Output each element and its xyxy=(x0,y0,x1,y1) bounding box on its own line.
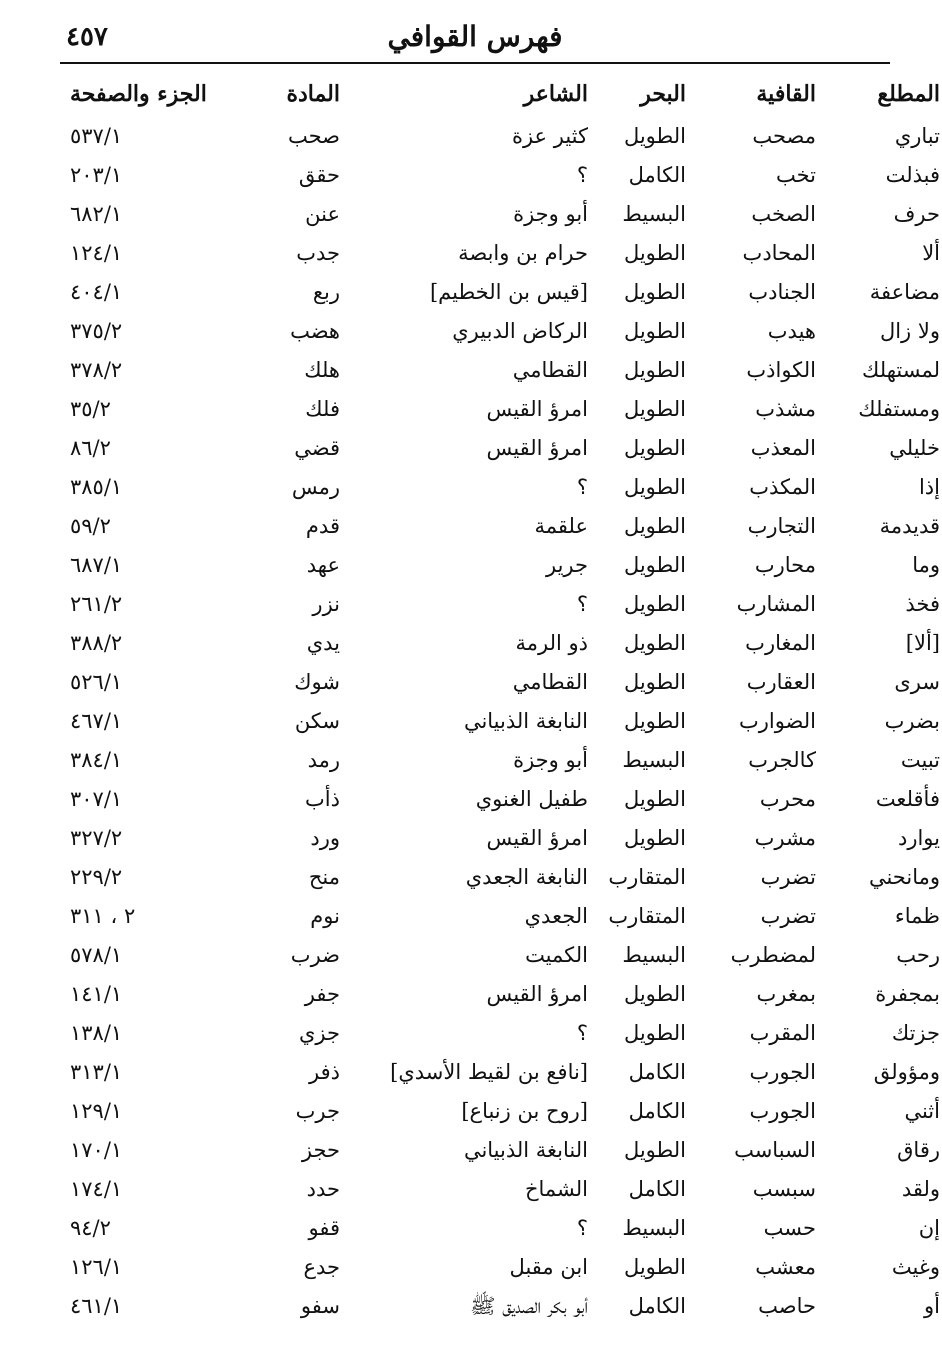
cell-bahr: الكامل xyxy=(628,1293,686,1318)
cell-qafiya: المقرب xyxy=(749,1020,816,1045)
cell-qafiya: تضرب xyxy=(760,864,816,889)
cell-qafiya: هيدب xyxy=(767,318,816,343)
cell-matla: ظماء xyxy=(894,903,940,928)
cell-bahr: الطويل xyxy=(623,786,686,811)
page-title: فهرس القوافي xyxy=(387,20,563,53)
cell-juz: ٣٨٤/١ xyxy=(70,747,123,772)
cell-bahr: الطويل xyxy=(623,474,686,499)
cell-qafiya: التجارب xyxy=(747,513,816,538)
cell-shaer: علقمة xyxy=(534,513,588,538)
cell-shaer: ؟ xyxy=(576,591,588,616)
table-row xyxy=(60,311,940,350)
cell-juz: ٣٢٧/٢ xyxy=(70,825,123,850)
cell-bahr: البسيط xyxy=(622,201,686,226)
cell-bahr: الطويل xyxy=(623,591,686,616)
table-row xyxy=(60,272,940,311)
cell-matla: جزتك xyxy=(891,1020,940,1045)
cell-juz: ٣٨٥/١ xyxy=(70,474,123,499)
cell-matla: أو xyxy=(924,1293,940,1318)
cell-madda: حقق xyxy=(298,162,340,187)
cell-madda: قدم xyxy=(305,513,340,538)
cell-juz: ١٧٤/١ xyxy=(70,1176,123,1201)
cell-matla: ومستفلك xyxy=(858,396,940,421)
cell-bahr: الكامل xyxy=(628,1176,686,1201)
cell-bahr: الطويل xyxy=(623,669,686,694)
cell-matla: سرى xyxy=(894,669,940,694)
cell-bahr: الكامل xyxy=(628,1059,686,1084)
cell-bahr: البسيط xyxy=(622,942,686,967)
cell-bahr: البسيط xyxy=(622,1215,686,1240)
table-body xyxy=(60,116,940,1325)
cell-shaer: حرام بن وابصة xyxy=(458,240,588,265)
cell-shaer: أبو بكر الصديق ﷺ xyxy=(470,1293,588,1318)
cell-juz: ١٧٠/١ xyxy=(70,1137,123,1162)
cell-madda: جفر xyxy=(304,981,340,1006)
column-header-juz: الجزء والصفحة xyxy=(70,81,207,107)
cell-matla: حرف xyxy=(893,201,940,226)
cell-qafiya: المعذب xyxy=(750,435,816,460)
table-row xyxy=(60,389,940,428)
table-header-row xyxy=(60,72,940,116)
cell-shaer: ابن مقبل xyxy=(509,1254,588,1279)
cell-qafiya: المكذب xyxy=(749,474,816,499)
cell-madda: قضي xyxy=(294,435,340,460)
cell-bahr: الكامل xyxy=(628,1098,686,1123)
cell-qafiya: المحادب xyxy=(742,240,816,265)
table-row xyxy=(60,350,940,389)
page-header xyxy=(60,16,890,64)
table-row xyxy=(60,740,940,779)
cell-matla: بمجفرة xyxy=(875,981,940,1006)
cell-qafiya: تضرب xyxy=(760,903,816,928)
table-row xyxy=(60,194,940,233)
cell-bahr: الطويل xyxy=(623,630,686,655)
cell-juz: ٣٧٨/٢ xyxy=(70,357,123,382)
cell-madda: منح xyxy=(308,864,340,889)
cell-bahr: الطويل xyxy=(623,1137,686,1162)
cell-juz: ٤٠٤/١ xyxy=(70,279,123,304)
table-row xyxy=(60,974,940,1013)
cell-juz: ٣١٣/١ xyxy=(70,1059,123,1084)
cell-qafiya: تخب xyxy=(775,162,816,187)
table-row xyxy=(60,467,940,506)
cell-juz: ٢٠٣/١ xyxy=(70,162,123,187)
cell-bahr: الطويل xyxy=(623,396,686,421)
table-row xyxy=(60,1247,940,1286)
cell-qafiya: المغارب xyxy=(745,630,816,655)
cell-qafiya: السباسب xyxy=(734,1137,816,1162)
cell-juz: ٥٣٧/١ xyxy=(70,123,123,148)
cell-qafiya: المشارب xyxy=(736,591,816,616)
cell-madda: جزي xyxy=(298,1020,340,1045)
cell-qafiya: الصخب xyxy=(751,201,816,226)
cell-qafiya: الكواذب xyxy=(746,357,816,382)
cell-juz: ١٢٤/١ xyxy=(70,240,123,265)
cell-shaer: أبو وجزة xyxy=(513,201,588,226)
cell-bahr: البسيط xyxy=(622,747,686,772)
cell-madda: نزر xyxy=(312,591,340,616)
cell-juz: ٥٩/٢ xyxy=(70,513,111,538)
cell-bahr: الطويل xyxy=(623,708,686,733)
cell-matla: فأقلعت xyxy=(875,786,940,811)
cell-qafiya: محارب xyxy=(754,552,816,577)
cell-matla: رقاق xyxy=(897,1137,940,1162)
table-row xyxy=(60,779,940,818)
cell-matla: وما xyxy=(912,552,940,577)
page-number: ٤٥٧ xyxy=(66,22,108,52)
cell-matla: ولقد xyxy=(901,1176,940,1201)
cell-shaer: النابغة الذبياني xyxy=(463,1137,588,1162)
cell-juz: ١٤١/١ xyxy=(70,981,123,1006)
cell-juz: ٥٧٨/١ xyxy=(70,942,123,967)
cell-matla: إن xyxy=(918,1215,940,1240)
table-row xyxy=(60,428,940,467)
cell-bahr: الطويل xyxy=(623,357,686,382)
cell-bahr: الكامل xyxy=(628,162,686,187)
cell-shaer: ؟ xyxy=(576,162,588,187)
cell-madda: ذأب xyxy=(305,786,340,811)
table-row xyxy=(60,155,940,194)
cell-juz: ١٢٦/١ xyxy=(70,1254,123,1279)
cell-qafiya: سبسب xyxy=(752,1176,816,1201)
cell-qafiya: لمضطرب xyxy=(730,942,816,967)
table-row xyxy=(60,545,940,584)
cell-madda: ربع xyxy=(312,279,340,304)
cell-matla: أثني xyxy=(904,1098,940,1123)
cell-madda: سفو xyxy=(300,1293,340,1318)
cell-matla: إذا xyxy=(918,474,940,499)
table-row xyxy=(60,116,940,155)
cell-matla: لمستهلك xyxy=(862,357,940,382)
cell-matla: ومؤولق xyxy=(873,1059,940,1084)
cell-matla: مضاعفة xyxy=(869,279,940,304)
cell-madda: شوك xyxy=(294,669,340,694)
cell-shaer: القطامي xyxy=(512,669,588,694)
cell-juz: ٩٤/٢ xyxy=(70,1215,111,1240)
cell-shaer: امرؤ القيس xyxy=(486,981,588,1006)
cell-shaer: النابغة الجعدي xyxy=(465,864,588,889)
table-row xyxy=(60,935,940,974)
cell-qafiya: الجورب xyxy=(749,1098,816,1123)
table-row xyxy=(60,1130,940,1169)
cell-shaer: [روح بن زنباع] xyxy=(461,1098,588,1123)
cell-qafiya: العقارب xyxy=(746,669,816,694)
cell-matla: ومانحني xyxy=(868,864,940,889)
cell-matla: تبيت xyxy=(900,747,940,772)
cell-matla: فخذ xyxy=(905,591,940,616)
cell-juz: ٥٢٦/١ xyxy=(70,669,123,694)
cell-shaer: الشماخ xyxy=(524,1176,588,1201)
table-row xyxy=(60,233,940,272)
cell-shaer: امرؤ القيس xyxy=(486,396,588,421)
cell-shaer: امرؤ القيس xyxy=(486,825,588,850)
cell-shaer: أبو وجزة xyxy=(513,747,588,772)
cell-qafiya: حسب xyxy=(763,1215,816,1240)
table-row xyxy=(60,1286,940,1325)
cell-bahr: الطويل xyxy=(623,435,686,460)
cell-bahr: الطويل xyxy=(623,123,686,148)
cell-madda: عنن xyxy=(305,201,340,226)
cell-matla: فبذلت xyxy=(885,162,940,187)
table-row xyxy=(60,662,940,701)
cell-matla: ألا xyxy=(922,240,940,265)
column-header-matla: المطلع xyxy=(877,81,940,107)
cell-bahr: المتقارب xyxy=(608,864,686,889)
rhyme-index-table xyxy=(60,72,940,1325)
cell-madda: سكن xyxy=(294,708,340,733)
column-header-bahr: البحر xyxy=(640,81,686,107)
cell-shaer: الجعدي xyxy=(524,903,588,928)
cell-juz: ٦٨٧/١ xyxy=(70,552,123,577)
cell-juz: ٣٨٨/٢ xyxy=(70,630,123,655)
cell-qafiya: مشرب xyxy=(754,825,816,850)
cell-juz: ١٣٨/١ xyxy=(70,1020,123,1045)
cell-qafiya: محرب xyxy=(759,786,816,811)
cell-madda: جرب xyxy=(295,1098,340,1123)
cell-matla: خليلي xyxy=(889,435,940,460)
table-row xyxy=(60,1013,940,1052)
cell-bahr: الطويل xyxy=(623,552,686,577)
cell-matla: تباري xyxy=(894,123,940,148)
table-row xyxy=(60,701,940,740)
cell-shaer: ؟ xyxy=(576,474,588,499)
cell-bahr: المتقارب xyxy=(608,903,686,928)
cell-juz: ٤٦١/١ xyxy=(70,1293,123,1318)
table-row xyxy=(60,896,940,935)
cell-madda: قفو xyxy=(308,1215,340,1240)
cell-qafiya: حاصب xyxy=(758,1293,816,1318)
cell-qafiya: الجورب xyxy=(749,1059,816,1084)
cell-madda: هضب xyxy=(290,318,340,343)
cell-madda: ضرب xyxy=(290,942,340,967)
column-header-madda: المادة xyxy=(286,81,340,107)
cell-juz: ٢ ، ٣١١ xyxy=(70,903,136,928)
cell-bahr: الطويل xyxy=(623,981,686,1006)
cell-shaer: النابغة الذبياني xyxy=(463,708,588,733)
cell-shaer: الكميت xyxy=(525,942,588,967)
cell-madda: حجز xyxy=(301,1137,340,1162)
cell-bahr: الطويل xyxy=(623,318,686,343)
cell-qafiya: مشذب xyxy=(755,396,816,421)
cell-matla: قديدمة xyxy=(879,513,940,538)
cell-juz: ٨٦/٢ xyxy=(70,435,111,460)
cell-juz: ٣٠٧/١ xyxy=(70,786,123,811)
cell-madda: رمس xyxy=(291,474,340,499)
table-row xyxy=(60,1169,940,1208)
table-row xyxy=(60,1052,940,1091)
cell-bahr: الطويل xyxy=(623,825,686,850)
cell-shaer: القطامي xyxy=(512,357,588,382)
cell-matla: رحب xyxy=(896,942,940,967)
cell-matla: [ألا] xyxy=(905,630,940,655)
cell-bahr: الطويل xyxy=(623,1254,686,1279)
cell-madda: جدب xyxy=(296,240,340,265)
cell-shaer: ذو الرمة xyxy=(515,630,588,655)
cell-madda: صحب xyxy=(287,123,340,148)
table-row xyxy=(60,506,940,545)
cell-qafiya: بمغرب xyxy=(756,981,816,1006)
cell-madda: رمد xyxy=(307,747,340,772)
cell-shaer: كثير عزة xyxy=(511,123,588,148)
cell-qafiya: الضوارب xyxy=(738,708,816,733)
cell-juz: ٣٧٥/٢ xyxy=(70,318,123,343)
cell-shaer: [قيس بن الخطيم] xyxy=(429,279,588,304)
header-rule xyxy=(60,62,890,64)
cell-shaer: الركاض الدبيري xyxy=(452,318,588,343)
cell-qafiya: كالجرب xyxy=(748,747,816,772)
cell-matla: بضرب xyxy=(884,708,940,733)
cell-madda: عهد xyxy=(306,552,340,577)
cell-matla: يوارد xyxy=(897,825,940,850)
cell-juz: ٤٦٧/١ xyxy=(70,708,123,733)
table-row xyxy=(60,1208,940,1247)
cell-madda: حدد xyxy=(306,1176,340,1201)
cell-juz: ٦٨٢/١ xyxy=(70,201,123,226)
cell-bahr: الطويل xyxy=(623,240,686,265)
table-row xyxy=(60,857,940,896)
cell-madda: ذفر xyxy=(309,1059,340,1084)
cell-shaer: [نافع بن لقيط الأسدي] xyxy=(390,1059,588,1084)
table-row xyxy=(60,623,940,662)
cell-juz: ٣٥/٢ xyxy=(70,396,111,421)
table-row xyxy=(60,584,940,623)
cell-qafiya: مصحب xyxy=(752,123,816,148)
cell-matla: ولا زال xyxy=(879,318,940,343)
cell-bahr: الطويل xyxy=(623,1020,686,1045)
cell-madda: فلك xyxy=(305,396,340,421)
cell-qafiya: الجنادب xyxy=(748,279,816,304)
cell-juz: ٢٢٩/٢ xyxy=(70,864,123,889)
cell-matla: وغيث xyxy=(891,1254,940,1279)
cell-madda: ورد xyxy=(310,825,340,850)
cell-bahr: الطويل xyxy=(623,279,686,304)
table-row xyxy=(60,818,940,857)
cell-shaer: طفيل الغنوي xyxy=(475,786,588,811)
cell-shaer: ؟ xyxy=(576,1215,588,1240)
table-row xyxy=(60,1091,940,1130)
column-header-shaer: الشاعر xyxy=(523,81,588,107)
cell-madda: هلك xyxy=(304,357,340,382)
cell-bahr: الطويل xyxy=(623,513,686,538)
cell-juz: ١٢٩/١ xyxy=(70,1098,123,1123)
cell-madda: نوم xyxy=(310,903,340,928)
cell-shaer: جرير xyxy=(546,552,588,577)
cell-juz: ٢٦١/٢ xyxy=(70,591,123,616)
cell-madda: جدع xyxy=(303,1254,340,1279)
column-header-qafiya: القافية xyxy=(756,81,816,107)
cell-shaer: ؟ xyxy=(576,1020,588,1045)
cell-madda: يدي xyxy=(306,630,340,655)
cell-shaer: امرؤ القيس xyxy=(486,435,588,460)
cell-qafiya: معشب xyxy=(755,1254,816,1279)
